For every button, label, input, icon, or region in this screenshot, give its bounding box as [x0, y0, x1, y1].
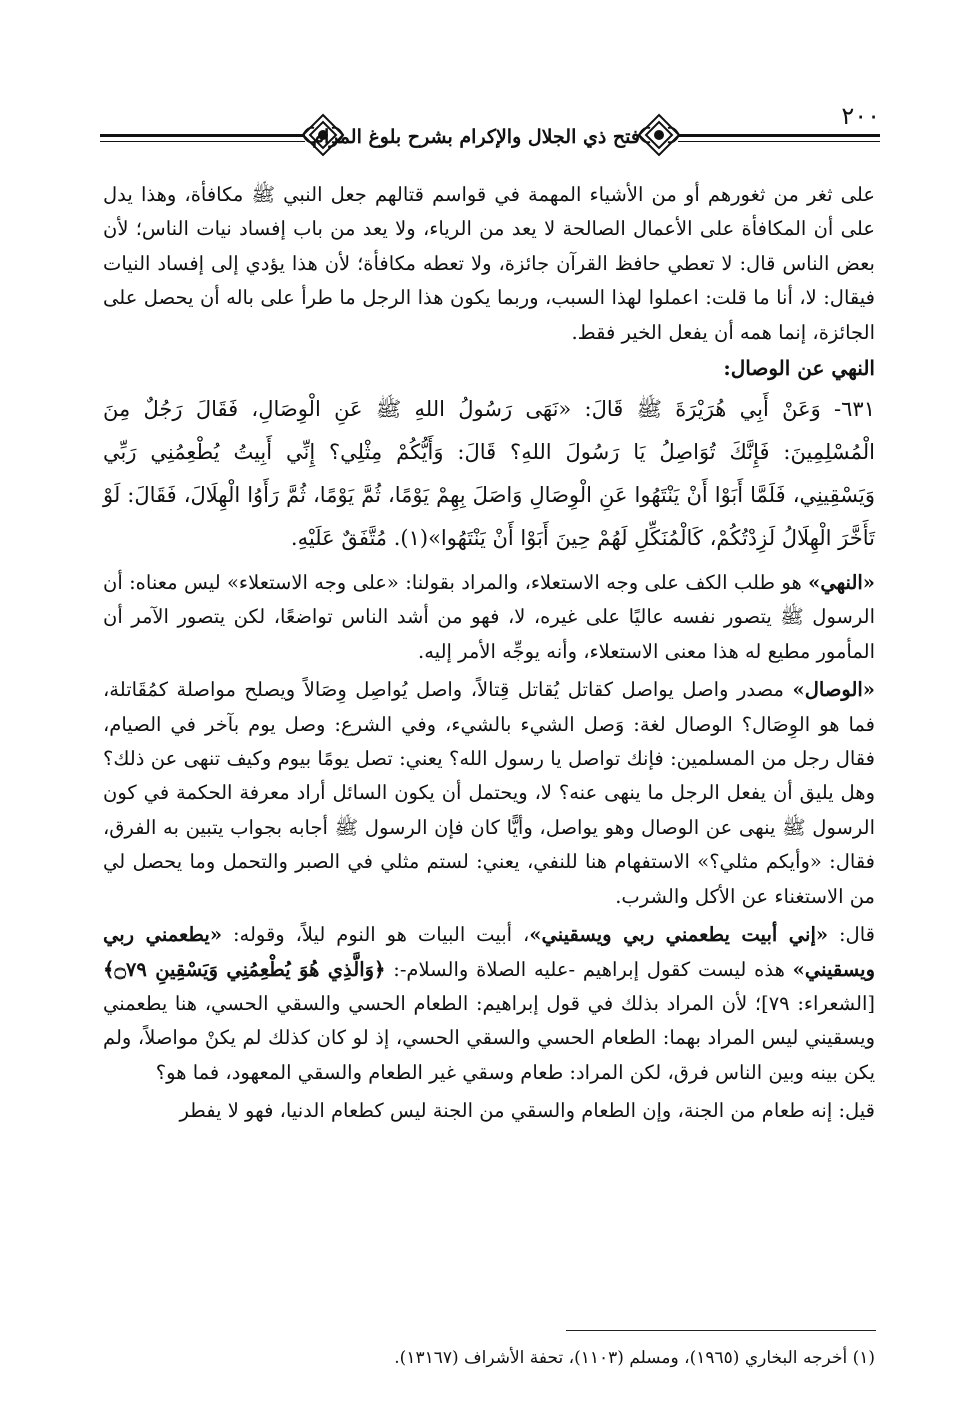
paragraph-nahy: [103, 566, 875, 669]
header-rule-left-thin: [100, 141, 305, 142]
term-nahy: «النهي»: [808, 571, 875, 595]
header-rule-left: [100, 134, 305, 137]
page-number: ٢٠٠: [841, 102, 880, 130]
paragraph-abitu-a: قال:: [828, 923, 875, 947]
quote-abitu: «إني أبيت يطعمني ربي ويسقيني»: [529, 923, 829, 947]
header-rule-right: [678, 134, 880, 137]
paragraph-nahy-text: هو طلب الكف على وجه الاستعلاء، والمراد بقولنا: «على وجه الاستعلاء» ليس معناه: أن الرسول ﷺ يتصور نفسه عاليًا على غيره، لا، فهو من أشد الناس تواضعًا، لكن يتصور الآمر أن المأمور مطيع له هذا معنى الاستعلاء، وأنه يوجِّه الأمر إليه.: [103, 571, 875, 663]
paragraph-paradise-food: قيل: إنه طعام من الجنة، وإن الطعام والسقي من الجنة ليس كطعام الدنيا، فهو لا يفطر: [179, 1099, 875, 1123]
quote-yutimuni: «يطعمني ربي ويسقيني»: [103, 923, 875, 981]
paragraph-abitu-c: هذه ليست كقول إبراهيم -عليه الصلاة والسلام-:: [385, 957, 793, 981]
hadith-text: ٦٣١- وَعَنْ أَبِي هُرَيْرَةَ ﷺ قَالَ: «نَهَى رَسُولُ اللهِ ﷺ عَنِ الْوِصَالِ، فَقَالَ رَجُلٌ مِنَ الْمُسْلِمِينَ: فَإِنَّكَ تُوَاصِلُ يَا رَسُولَ اللهِ؟ قَالَ: وَأَيُّكُمْ مِثْلِي؟ إِنِّي أَبِيتُ يُطْعِمُنِي رَبِّي وَيَسْقِينِي، فَلَمَّا أَبَوْا أَنْ يَنْتَهُوا عَنِ الْوِصَالِ وَاصَلَ بِهِمْ يَوْمًا، ثُمَّ يَوْمًا، ثُمَّ رَأَوُا الْهِلَالَ، فَقَالَ: لَوْ تَأَخَّرَ الْهِلَالُ لَزِدْتُكُمْ، كَالْمُنَكِّلِ لَهُمْ حِينَ أَبَوْا أَنْ يَنْتَهُوا»(١). مُتَّفَقٌ عَلَيْهِ.: [103, 397, 875, 551]
paragraph-abitu-d: [الشعراء: ٧٩]؛ لأن المراد بذلك في قول إبراهيم: الطعام الحسي والسقي الحسي، هنا يطعمني ويسقيني ليس المراد بهما: الطعام الحسي والسقي الحسي، إذ لو كان كذلك لم يكنْ مواصلاً، ولم يكن بينه وبين الناس فرق، لكن المراد: طعام وسقي غير الطعام والسقي المعهود، فما هو؟: [103, 991, 876, 1084]
paragraph-abitu: [103, 918, 875, 1090]
header-rule-right-thin: [678, 141, 880, 142]
footnote: (١) أخرجه البخاري (١٩٦٥)، ومسلم (١١٠٣)، تحفة الأشراف (١٣١٦٧).: [394, 1348, 875, 1368]
paragraph-reward-intention: على ثغر من ثغورهم أو من الأشياء المهمة في قواسم قتالهم جعل النبي ﷺ مكافأة، وهذا يدل على أن المكافأة على الأعمال الصالحة لا يعد من الرياء، ولا يعد من باب إفساد نيات الناس؛ لأن بعض الناس قال: لا تعطي حافظ القرآن جائزة، ولا تعطه مكافأة؛ لأن هذا يؤدي إلى إفساد النيات فيقال: لا، أنا ما قلت: اعملوا لهذا السبب، وربما يكون هذا الرجل ما طرأ على باله أن يحصل على الجائزة، إنما همه أن يفعل الخير فقط.: [103, 183, 875, 344]
paragraph-wisal: [103, 673, 875, 914]
section-heading: النهي عن الوصال:: [723, 356, 875, 381]
running-title: فتح ذي الجلال والإكرام بشرح بلوغ المرام: [312, 126, 640, 148]
right-ornament-icon: [636, 112, 682, 158]
page-header: [100, 102, 880, 164]
main-text: [103, 178, 875, 1129]
paragraph-abitu-b: ، أبيت البيات هو النوم ليلاً، وقوله:: [222, 923, 530, 947]
footnote-divider: [566, 1330, 876, 1331]
paragraph-wisal-text: مصدر واصل يواصل كقاتل يُقاتل قِتالاً، واصل يُواصِل وِصَالاً ويصلح مواصلة كمُقَاتلة، فما هو الوِصَال؟ الوصال لغة: وَصل الشيء بالشيء، وفي الشرع: وصل يوم بآخر في الصيام، فقال رجل من المسلمين: فإنك تواصل يا رسول الله؟ يعني: تصل يومًا بيوم وكيف تنهى عن ذلك؟ وهل يليق أن يفعل الرجل ما ينهى عنه؟ لا، ويحتمل أن يكون السائل أراد معرفة الحكمة في كون الرسول ﷺ ينهى عن الوصال وهو يواصل، وأيًّا كان فإن الرسول ﷺ أجابه بجواب يتبين به الفرق، فقال: «وأيكم مثلي؟» الاستفهام هنا للنفي، يعني: لستم مثلي في الصبر والتحمل وما يحصل لي من الاستغناء عن الأكل والشرب.: [103, 678, 875, 908]
term-wisal: «الوصال»: [792, 678, 875, 702]
quran-verse: ﴿وَالَّذِي هُوَ يُطْعِمُنِي وَيَسْقِينِ ۝٧٩﴾: [103, 957, 386, 981]
